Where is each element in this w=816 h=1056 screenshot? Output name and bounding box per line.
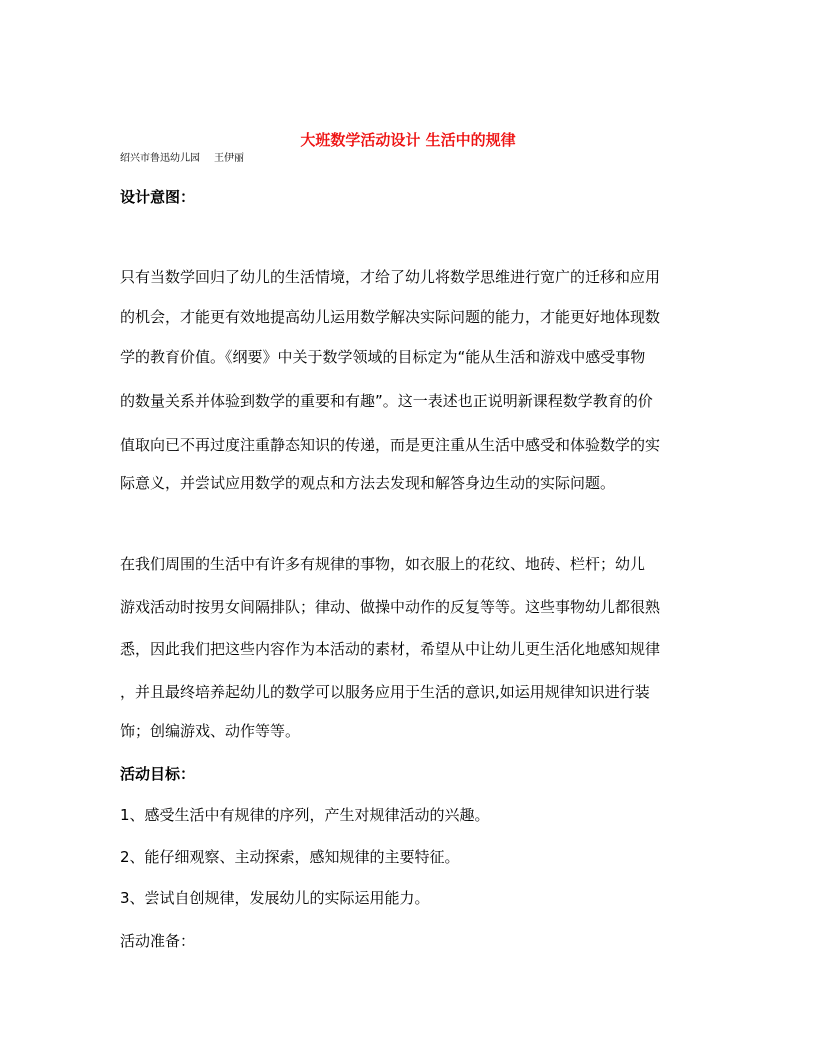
paragraph-line: ，并且最终培养起幼儿的数学可以服务应用于生活的意识,如运用规律知识进行装 — [120, 683, 650, 701]
paragraph-line: 值取向已不再过度注重静态知识的传递，而是更注重从生活中感受和体验数学的实 — [120, 436, 661, 454]
paragraph-line: 学的教育价值。《纲要》中关于数学领域的目标定为“能从生活和游戏中感受事物 — [120, 348, 646, 366]
author-name: 王伊丽 — [214, 153, 244, 164]
paragraph-line: 游戏活动时按男女间隔排队；律动、做操中动作的反复等等。这些事物幼儿都很熟 — [120, 598, 661, 616]
goal-item: 3、尝试自创规律，发展幼儿的实际运用能力。 — [120, 889, 430, 907]
section-heading-design-intent: 设计意图： — [120, 188, 196, 206]
goal-item: 2、能仔细观察、主动探索，感知规律的主要特征。 — [120, 848, 460, 866]
paragraph-line: 悉，因此我们把这些内容作为本活动的素材，希望从中让幼儿更生活化地感知规律 — [120, 640, 661, 658]
goal-item: 1、感受生活中有规律的序列，产生对规律活动的兴趣。 — [120, 806, 490, 824]
paragraph-line: 的机会，才能更有效地提高幼儿运用数学解决实际问题的能力，才能更好地体现数 — [120, 308, 661, 326]
paragraph-line: 的数量关系并体验到数学的重要和有趣”。这一表述也正说明新课程数学教育的价 — [120, 392, 653, 410]
paragraph-line: 饰；创编游戏、动作等等。 — [120, 722, 301, 740]
paragraph-line: 只有当数学回归了幼儿的生活情境，才给了幼儿将数学思维进行宽广的迁移和应用 — [120, 268, 661, 286]
author-byline — [120, 149, 244, 164]
paragraph-line: 际意义，并尝试应用数学的观点和方法去发现和解答身边生动的实际问题。 — [120, 474, 616, 492]
section-heading-activity-goals: 活动目标： — [120, 765, 196, 783]
paragraph-line: 在我们周围的生活中有许多有规律的事物，如衣服上的花纹、地砖、栏杆；幼儿 — [120, 555, 646, 573]
document-title: 大班数学活动设计 生活中的规律 — [300, 131, 516, 149]
author-organization: 绍兴市鲁迅幼儿园 — [120, 153, 200, 164]
section-heading-activity-preparation: 活动准备： — [120, 932, 196, 950]
